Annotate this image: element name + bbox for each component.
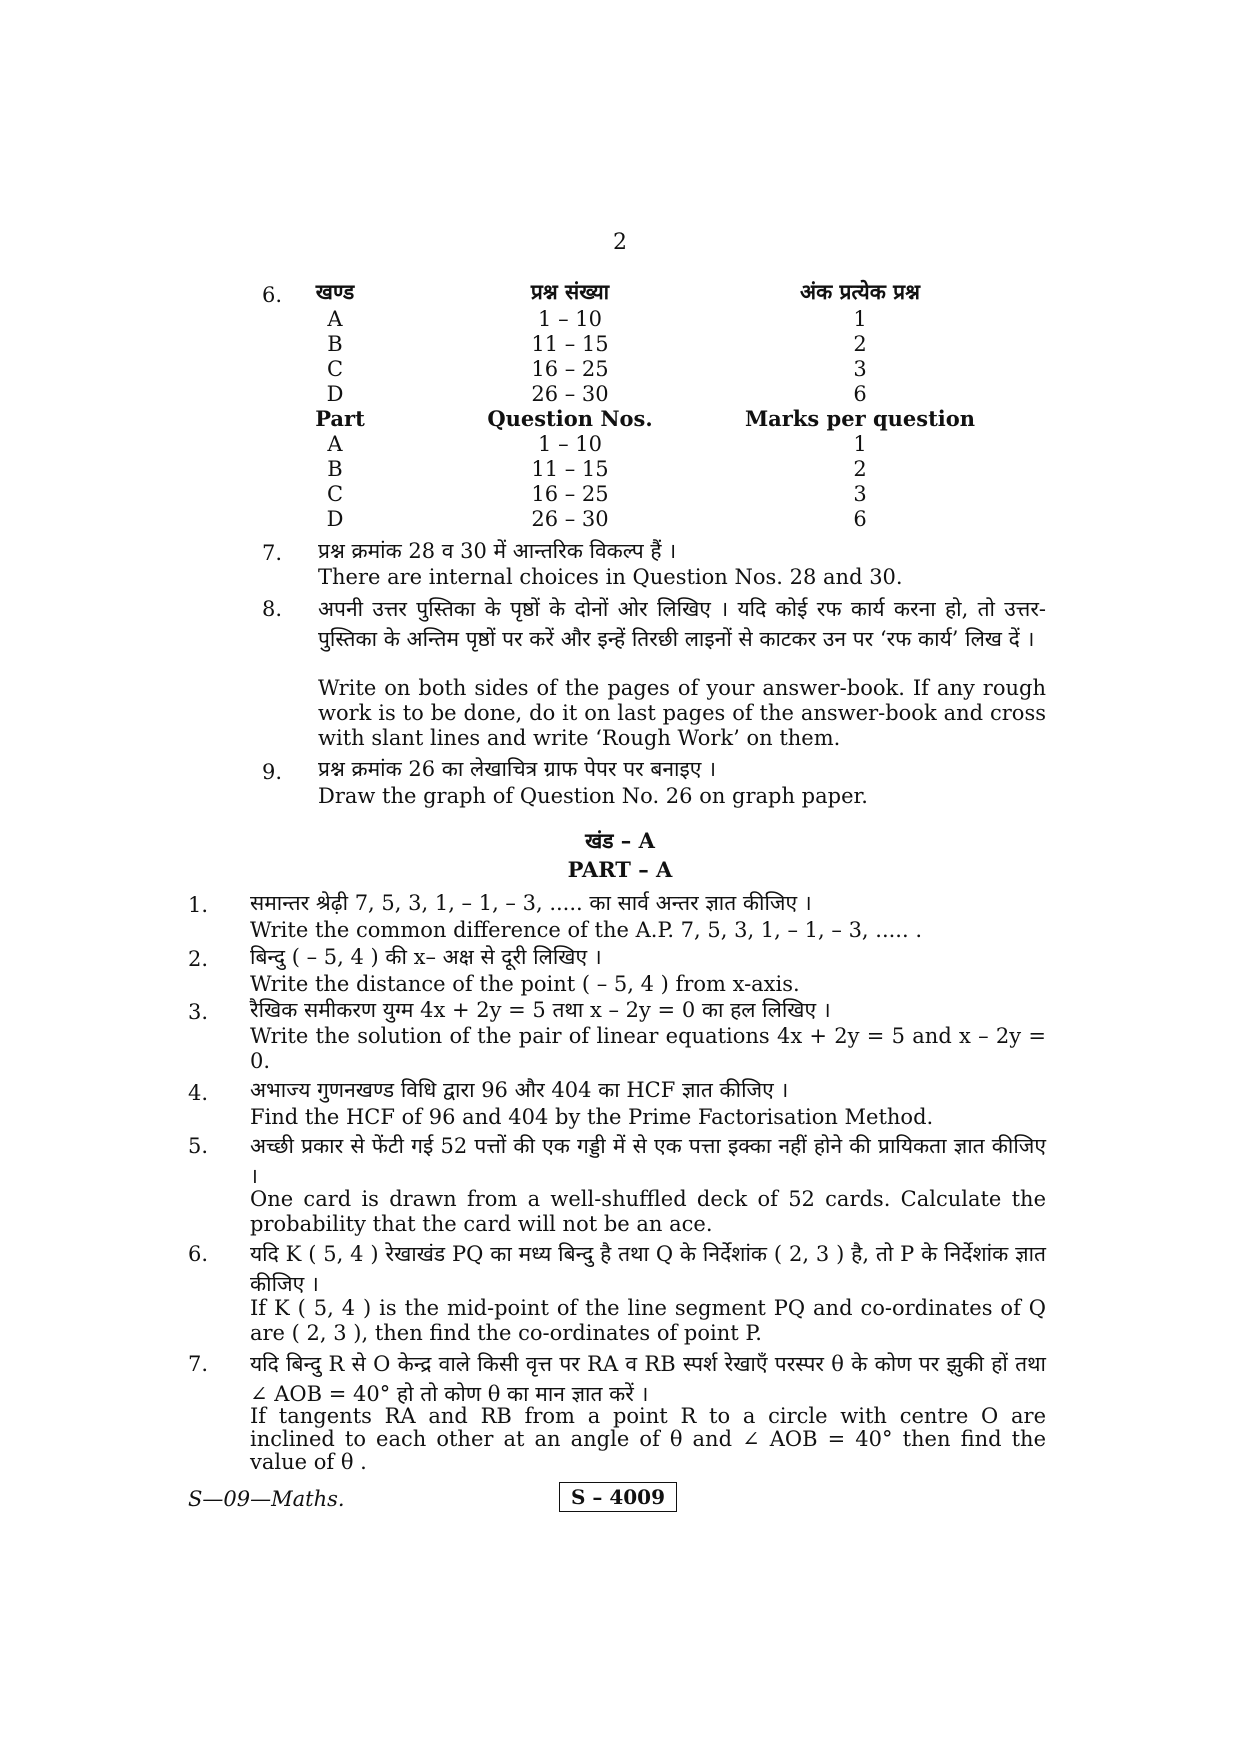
question-5-number: 5. xyxy=(188,1134,209,1158)
table-row-qnos: 26 – 30 xyxy=(531,507,609,531)
instruction-7-hindi: प्रश्न क्रमांक 28 व 30 में आन्तरिक विकल्प हैं । xyxy=(318,539,677,563)
english-header-qnos: Question Nos. xyxy=(487,406,653,431)
page-number: 2 xyxy=(613,230,627,255)
table-row-part: C xyxy=(326,482,344,506)
table-row-marks: 2 xyxy=(853,457,867,481)
table-row-marks: 2 xyxy=(853,332,867,356)
question-7-english: If tangents RA and RB from a point R to a circle with centre O are inclined to each other at an angle of θ and ∠ AOB = 40° then find the value of θ . xyxy=(250,1404,1046,1474)
instruction-7-number: 7. xyxy=(262,541,283,565)
hindi-header-part: खण्ड xyxy=(315,279,355,304)
table-row-marks: 6 xyxy=(853,507,867,531)
table-row-part: D xyxy=(326,507,344,531)
question-1-hindi: समान्तर श्रेढ़ी 7, 5, 3, 1, – 1, – 3, ..... का सार्व अन्तर ज्ञात कीजिए । xyxy=(250,891,812,915)
instruction-8-english: Write on both sides of the pages of your answer-book. If any rough work is to be done, do it on last pages of the answer-book and cross with slant lines and write ‘Rough Work’ on them. xyxy=(318,676,1046,750)
instruction-9-hindi: प्रश्न क्रमांक 26 का लेखाचित्र ग्राफ पेपर पर बनाइए । xyxy=(318,757,717,781)
hindi-header-qnos: प्रश्न संख्या xyxy=(530,279,610,304)
table-row-qnos: 1 – 10 xyxy=(538,432,602,456)
instruction-9-number: 9. xyxy=(262,760,283,784)
question-5-hindi: अच्छी प्रकार से फेंटी गई 52 पत्तों की एक गड्डी में से एक पत्ता इक्का नहीं होने की प्रायिकता ज्ञात कीजिए । xyxy=(250,1134,1046,1188)
question-2-hindi: बिन्दु ( – 5, 4 ) की x– अक्ष से दूरी लिखिए । xyxy=(250,945,602,969)
hindi-header-marks: अंक प्रत्येक प्रश्न xyxy=(800,279,920,304)
table-row-part: B xyxy=(327,457,343,481)
question-7-number: 7. xyxy=(188,1352,209,1376)
question-5-english: One card is drawn from a well-shuffled deck of 52 cards. Calculate the probability that the card will not be an ace. xyxy=(250,1187,1046,1236)
question-1-number: 1. xyxy=(188,893,209,917)
table-row-qnos: 16 – 25 xyxy=(531,482,609,506)
table-row-qnos: 1 – 10 xyxy=(538,307,602,331)
section-heading-hindi: खंड – A xyxy=(585,828,655,853)
instruction-8-number: 8. xyxy=(262,597,283,621)
table-row-qnos: 11 – 15 xyxy=(531,457,609,481)
table-row-part: D xyxy=(326,382,344,406)
table-row-qnos: 26 – 30 xyxy=(531,382,609,406)
question-4-english: Find the HCF of 96 and 404 by the Prime Factorisation Method. xyxy=(250,1105,934,1129)
table-row-qnos: 16 – 25 xyxy=(531,357,609,381)
instruction-8-hindi: अपनी उत्तर पुस्तिका के पृष्ठों के दोनों ओर लिखिए । यदि कोई रफ कार्य करना हो, तो उत्तर-पुस्तिका के अन्तिम पृष्ठों पर करें और इन्हें तिरछी लाइनों से काटकर उन पर ‘रफ कार्य’ लिख दें । xyxy=(318,597,1046,651)
paper-code-box: S – 4009 xyxy=(559,1482,677,1512)
footer-subject-code: S—09—Maths. xyxy=(188,1487,345,1511)
english-header-marks: Marks per question xyxy=(744,406,976,431)
question-3-hindi: रैखिक समीकरण युग्म 4x + 2y = 5 तथा x – 2y = 0 का हल लिखिए । xyxy=(250,998,831,1022)
question-6-english: If K ( 5, 4 ) is the mid-point of the line segment PQ and co-ordinates of Q are ( 2, 3 ), then find the co-ordinates of point P. xyxy=(250,1296,1046,1345)
table-row-part: C xyxy=(326,357,344,381)
question-4-hindi: अभाज्य गुणनखण्ड विधि द्वारा 96 और 404 का HCF ज्ञात कीजिए । xyxy=(250,1078,789,1102)
question-2-english: Write the distance of the point ( – 5, 4 ) from x-axis. xyxy=(250,972,800,996)
section-heading-english: PART – A xyxy=(567,857,673,882)
table-row-marks: 3 xyxy=(853,357,867,381)
instruction-9-english: Draw the graph of Question No. 26 on graph paper. xyxy=(318,784,868,808)
table-row-part: B xyxy=(327,332,343,356)
table-row-marks: 1 xyxy=(853,432,867,456)
table-row-marks: 3 xyxy=(853,482,867,506)
table-row-marks: 6 xyxy=(853,382,867,406)
question-3-number: 3. xyxy=(188,1000,209,1024)
question-6-number: 6. xyxy=(188,1242,209,1266)
question-1-english: Write the common difference of the A.P. 7, 5, 3, 1, – 1, – 3, ..... . xyxy=(250,918,923,942)
question-4-number: 4. xyxy=(188,1081,209,1105)
table-row-part: A xyxy=(327,432,343,456)
table-row-qnos: 11 – 15 xyxy=(531,332,609,356)
question-7-hindi: यदि बिन्दु R से O केन्द्र वाले किसी वृत्त पर RA व RB स्पर्श रेखाएँ परस्पर θ के कोण पर झुकी हों तथा ∠ AOB = 40° हो तो कोण θ का मान ज्ञात करें । xyxy=(250,1352,1046,1406)
instruction-7-english: There are internal choices in Question Nos. 28 and 30. xyxy=(318,565,903,589)
instruction-6-number: 6. xyxy=(262,283,283,307)
question-2-number: 2. xyxy=(188,947,209,971)
english-header-part: Part xyxy=(315,406,365,431)
table-row-marks: 1 xyxy=(853,307,867,331)
question-6-hindi: यदि K ( 5, 4 ) रेखाखंड PQ का मध्य बिन्दु है तथा Q के निर्देशांक ( 2, 3 ) है, तो P के निर्देशांक ज्ञात कीजिए । xyxy=(250,1242,1046,1296)
table-row-part: A xyxy=(327,307,343,331)
question-3-english: Write the solution of the pair of linear equations 4x + 2y = 5 and x – 2y = 0. xyxy=(250,1024,1046,1073)
